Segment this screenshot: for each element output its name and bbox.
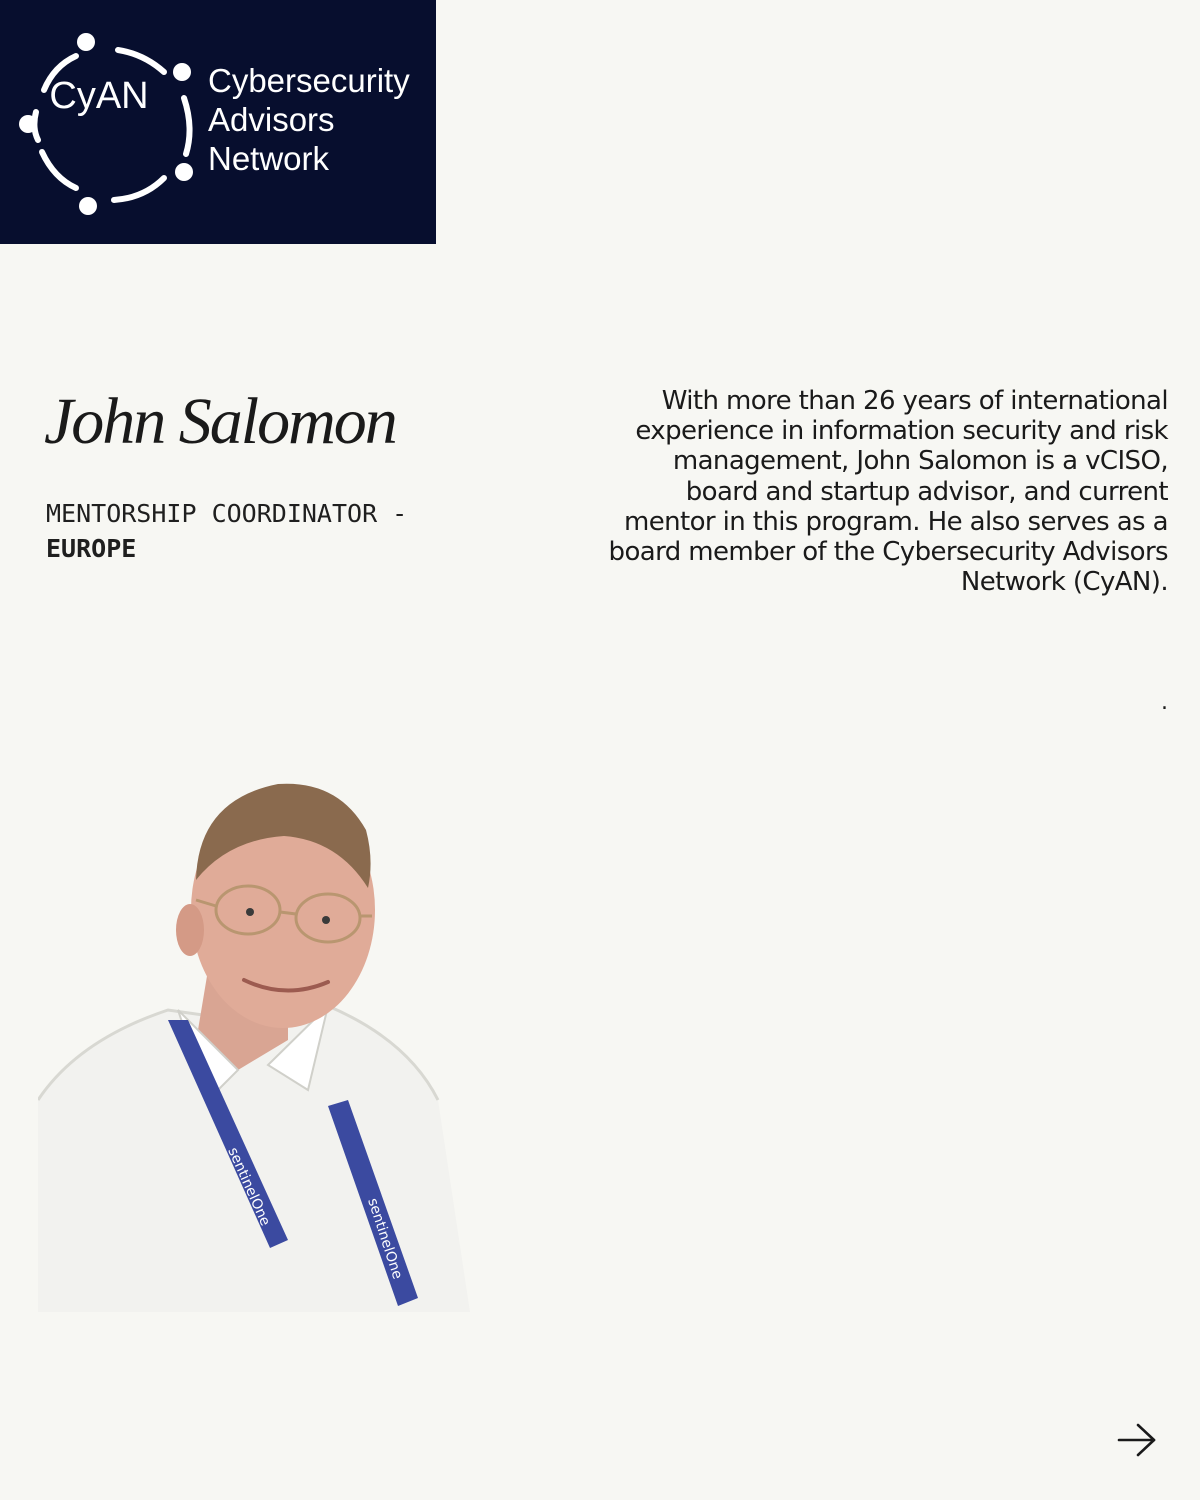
bio-text: With more than 26 years of international experience in information security and risk management, John Salomon is a vCISO, board and startup advisor, and current mentor in this program. He also serves as a board member of the Cybersecurity Advisors Network (CyAN). [608, 386, 1168, 598]
profile-photo [38, 770, 470, 1312]
trailing-mark: . [1161, 690, 1168, 715]
wordmark-line-1: Cybersecurity [208, 62, 410, 99]
brand-wordmark [208, 61, 410, 178]
wordmark-line-3: Network [208, 140, 330, 177]
role-line: MENTORSHIP COORDINATOR - [46, 499, 408, 528]
person-name: John Salomon [44, 385, 396, 458]
role-region: EUROPE [46, 534, 137, 563]
arrow-right-icon[interactable] [1116, 1420, 1158, 1460]
brand-logo-block [0, 0, 436, 244]
logo-mark-text: CyAN [49, 74, 149, 117]
wordmark-line-2: Advisors [208, 101, 335, 138]
role-title [46, 496, 407, 566]
lanyard-text-left: sentinelOne [224, 1145, 274, 1229]
lanyard-text-right: sentinelOne [364, 1196, 406, 1282]
